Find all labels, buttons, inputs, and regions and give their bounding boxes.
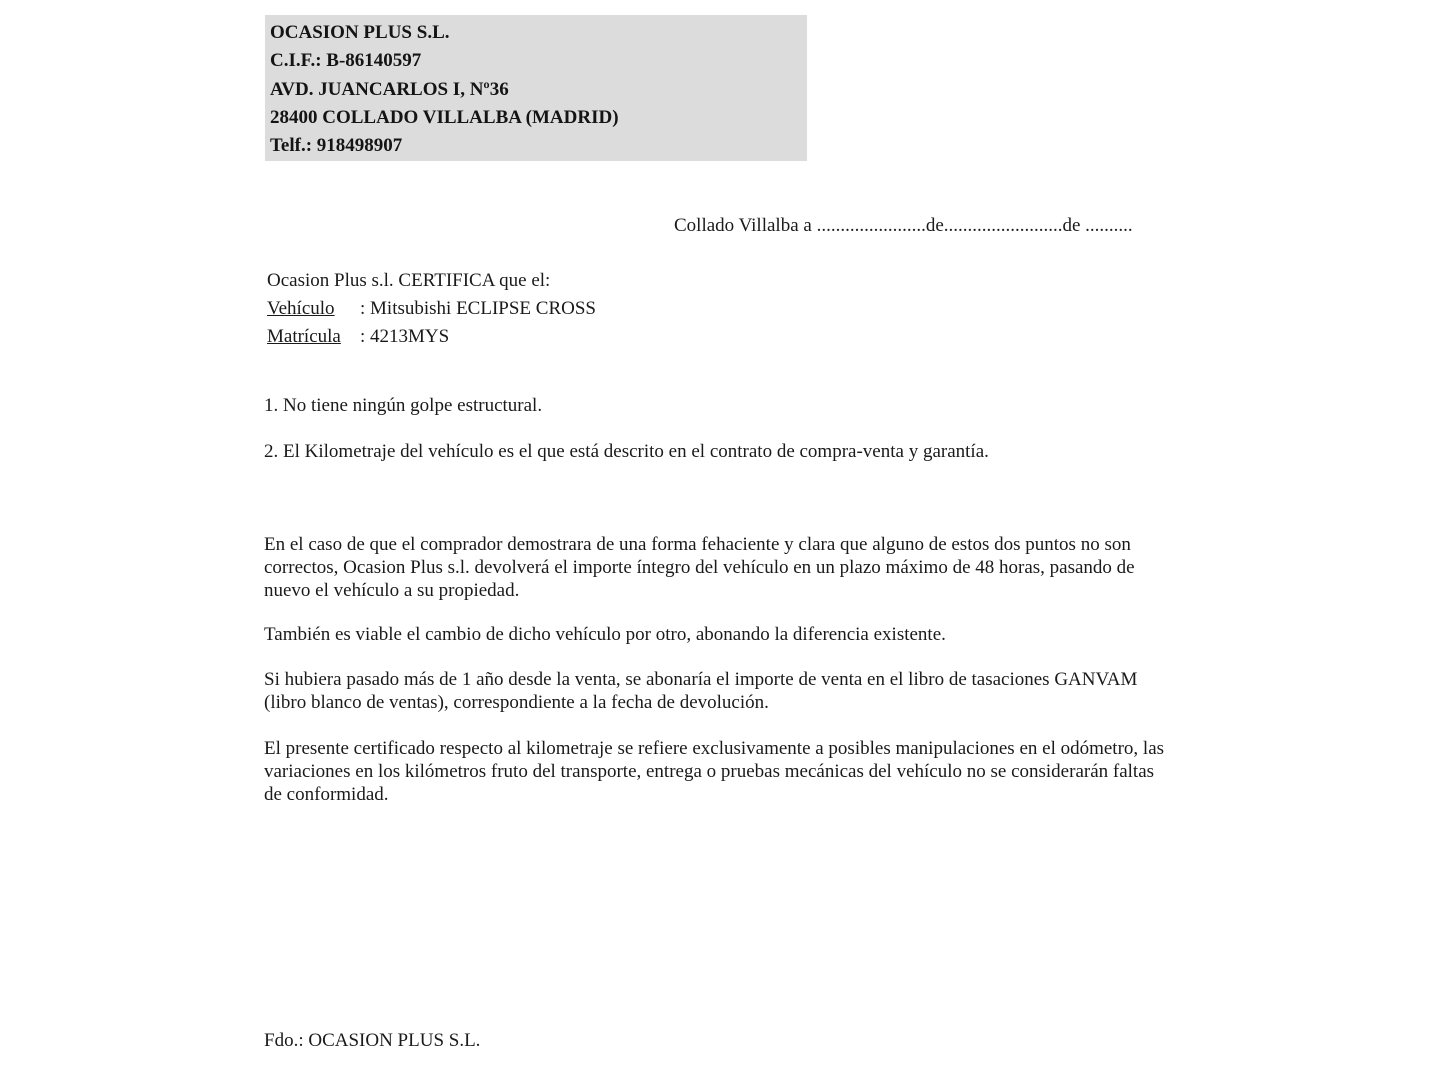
vehicle-value: : Mitsubishi ECLIPSE CROSS <box>360 298 596 319</box>
plate-row <box>267 323 596 351</box>
paragraph-exchange: También es viable el cambio de dicho vehículo por otro, abonando la diferencia existente. <box>264 624 946 645</box>
signature-line: Fdo.: OCASION PLUS S.L. <box>264 1030 481 1051</box>
plate-value: : 4213MYS <box>360 326 450 347</box>
company-phone: Telf.: 918498907 <box>270 135 403 157</box>
vehicle-row <box>267 295 596 323</box>
paragraph-ganvam: Si hubiera pasado más de 1 año desde la venta, se abonaría el importe de venta en el libro de tasaciones GANVAM (libro blanco de ventas), correspondiente a la fecha de devolución. <box>264 669 1138 713</box>
vehicle-label: Vehículo <box>267 298 335 319</box>
company-city: 28400 COLLADO VILLALBA (MADRID) <box>270 106 619 128</box>
certificate-intro: Ocasion Plus s.l. CERTIFICA que el: <box>267 270 551 291</box>
paragraph-refund: En el caso de que el comprador demostrara de una forma fehaciente y clara que alguno de estos dos puntos no son correctos, Ocasion Plus s.l. devolverá el importe íntegro del vehículo en un plazo máximo de 48 horas, pasando de nuevo el vehículo a su propiedad. <box>264 534 1135 601</box>
plate-label: Matrícula <box>267 326 341 347</box>
company-header <box>265 15 807 161</box>
paragraph-odometer: El presente certificado respecto al kilometraje se refiere exclusivamente a posibles manipulaciones en el odómetro, las variaciones en los kilómetros fruto del transporte, entrega o pruebas mecánicas del vehículo no se considerarán faltas de conformidad. <box>264 738 1165 805</box>
date-line: Collado Villalba a .......................de.........................de .......... <box>674 215 1133 236</box>
company-name: OCASION PLUS S.L. <box>270 22 450 43</box>
certificate-details <box>267 267 596 351</box>
point-structural: 1. No tiene ningún golpe estructural. <box>264 395 543 416</box>
company-cif: C.I.F.: B-86140597 <box>270 50 422 72</box>
company-address: AVD. JUANCARLOS I, Nº36 <box>270 78 509 100</box>
point-mileage: 2. El Kilometraje del vehículo es el que está descrito en el contrato de compra-venta y garantía. <box>264 441 989 462</box>
